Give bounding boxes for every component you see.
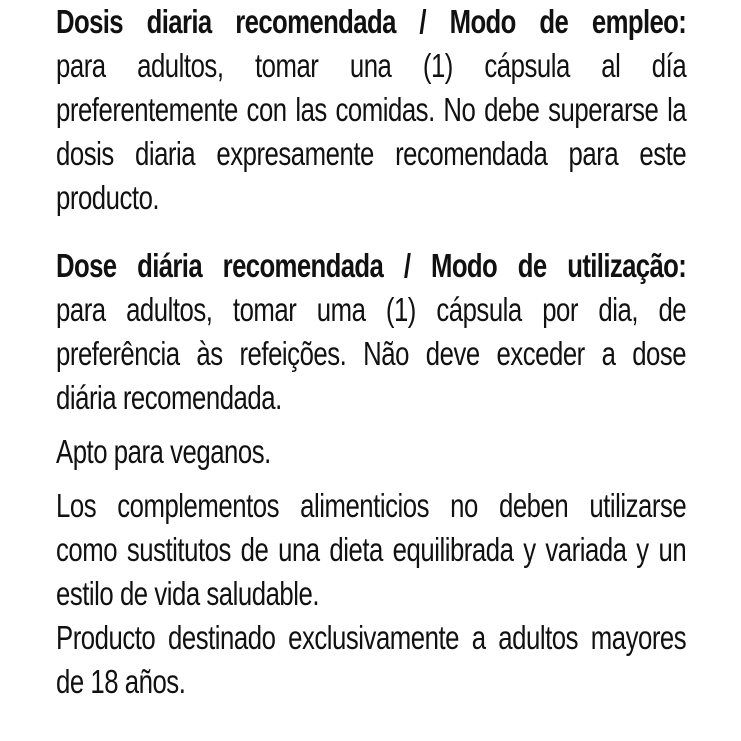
supplements-warning-line-1: Los complementos alimenticios no deben utilizarse xyxy=(56,487,687,524)
supplements-warning-line-2: como sustitutos de una dieta equilibrada y variada y un xyxy=(56,531,687,568)
portuguese-dosage-heading: Dose diária recomendada / Modo de utilização: xyxy=(56,247,687,284)
portuguese-dosage-line-1: para adultos, tomar uma (1) cápsula por dia, de xyxy=(56,291,687,328)
spanish-dosage-line-3: dosis diaria expresamente recomendada para este xyxy=(56,135,687,172)
vegan-statement: Apto para veganos. xyxy=(56,433,271,470)
spanish-dosage-line-1: para adultos, tomar una (1) cápsula al día xyxy=(56,47,687,84)
adults-warning-line-2: de 18 años. xyxy=(56,663,186,700)
portuguese-dosage-line-2: preferência às refeições. Não deve exceder a dose xyxy=(56,335,687,372)
adults-warning-section xyxy=(56,616,686,704)
adults-warning-line-1: Producto destinado exclusivamente a adultos mayores xyxy=(56,619,687,656)
spanish-dosage-line-2: preferentemente con las comidas. No debe superarse la xyxy=(56,91,687,128)
spanish-dosage-heading: Dosis diaria recomendada / Modo de empleo: xyxy=(56,3,687,40)
supplements-warning-section xyxy=(56,484,686,616)
spanish-dosage-line-4: producto. xyxy=(56,179,160,216)
portuguese-dosage-section xyxy=(56,244,686,420)
supplements-warning-line-3: estilo de vida saludable. xyxy=(56,575,320,612)
label-text-panel xyxy=(56,0,686,704)
spanish-dosage-section xyxy=(56,0,686,220)
portuguese-dosage-line-3: diária recomendada. xyxy=(56,379,282,416)
